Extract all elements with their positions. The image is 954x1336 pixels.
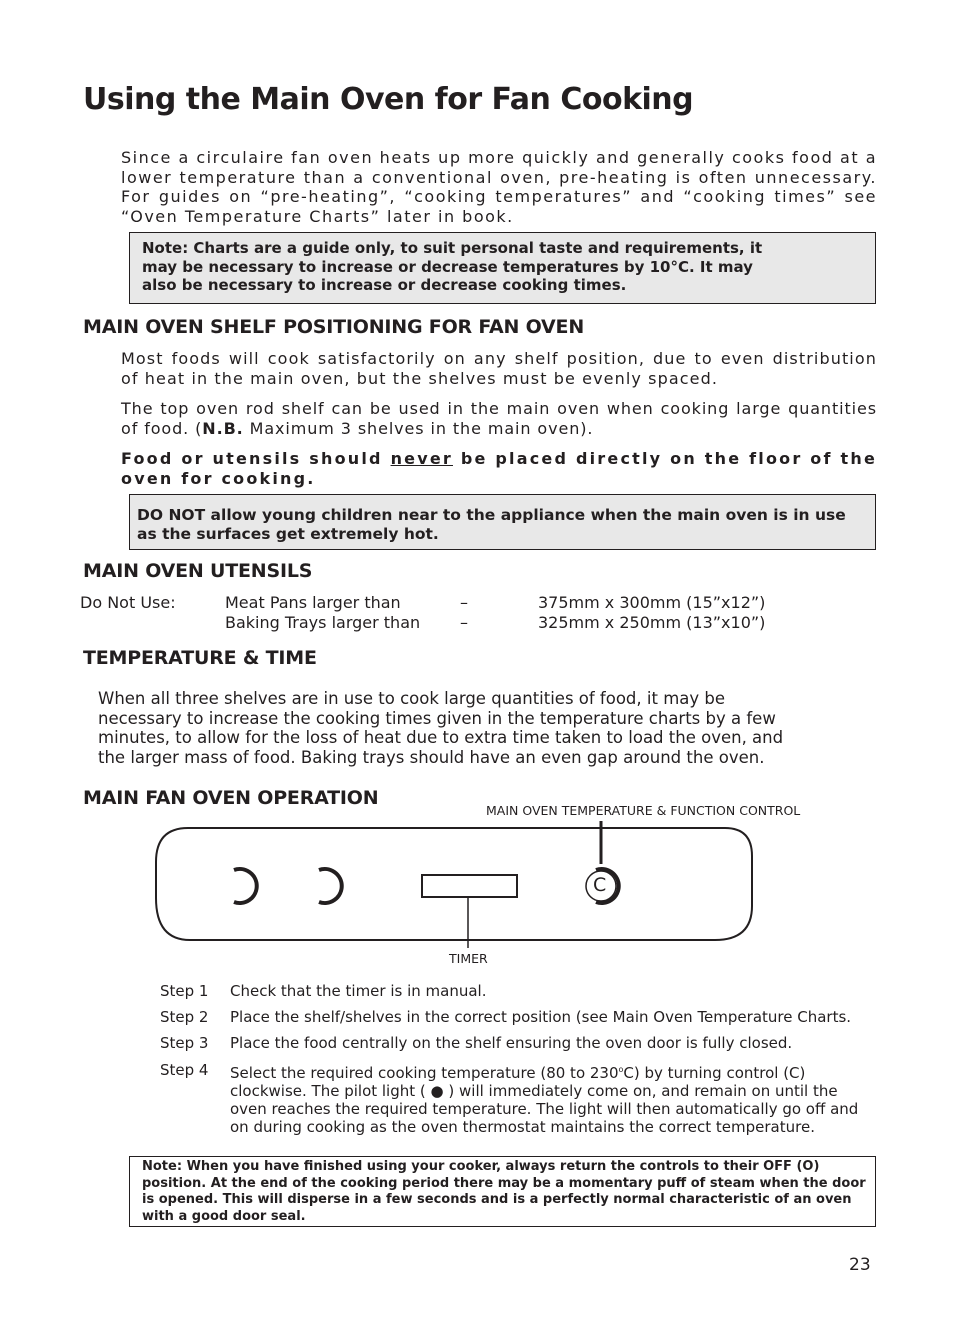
shelf-paragraph-2	[121, 399, 877, 438]
step-label: Step 4	[160, 1061, 209, 1079]
temperature-time-paragraph: When all three shelves are in use to cook large quantities of food, it may be necessary to increase the cooking times given in the temperature charts by a few minutes, to allow for the loss of heat due to extra time taken to load the oven, and the larger mass of food. Baking trays should have an even gap around the oven.	[98, 689, 784, 767]
step-label: Step 1	[160, 982, 209, 1000]
children-warning-box	[129, 494, 876, 550]
page-title: Using the Main Oven for Fan Cooking	[83, 82, 694, 117]
utensil-dash: –	[460, 593, 468, 612]
utensil-item: Meat Pans larger than	[225, 593, 401, 612]
timer-label: TIMER	[449, 951, 488, 966]
charts-note-text: Note: Charts are a guide only, to suit personal taste and requirements, it may be necessary to increase or decrease temperatures by 10°C. It may also be necessary to increase or decrease cooking times.	[142, 239, 763, 294]
step-4-text-middle: C) by turning control (C) clockwise. The pilot light (	[230, 1064, 806, 1100]
step-text: Place the shelf/shelves in the correct position (see Main Oven Temperature Charts.	[230, 1008, 852, 1026]
step-text	[230, 1061, 878, 1136]
step-text: Check that the timer is in manual.	[230, 982, 487, 1000]
finish-note-box	[129, 1156, 876, 1227]
utensil-size: 325mm x 250mm (13”x10”)	[538, 613, 766, 632]
step-text: Place the food centrally on the shelf ensuring the oven door is fully closed.	[230, 1034, 793, 1052]
step-4-text-start: Select the required cooking temperature (80 to 230	[230, 1064, 619, 1082]
utensil-item: Baking Trays larger than	[225, 613, 421, 632]
control-label: MAIN OVEN TEMPERATURE & FUNCTION CONTROL	[486, 803, 801, 818]
temperature-time-heading: TEMPERATURE & TIME	[83, 647, 317, 669]
floor-warning-start: Food or utensils should	[121, 449, 391, 468]
utensil-size: 375mm x 300mm (15”x12”)	[538, 593, 766, 612]
control-letter: C	[593, 874, 607, 896]
operation-heading: MAIN FAN OVEN OPERATION	[83, 787, 379, 809]
shelf-paragraph-2-start: The top oven rod shelf can be used in the main oven when cooking large quantities of food. (	[121, 399, 877, 438]
pilot-light-icon: ●	[430, 1082, 444, 1100]
utensil-dash: –	[460, 613, 468, 632]
nb-label: N.B.	[202, 418, 244, 438]
step-label: Step 3	[160, 1034, 209, 1052]
utensils-label: Do Not Use:	[80, 593, 176, 612]
finish-note-text: Note: When you have finished using your cooker, always return the controls to their OFF (O) position. At the end of the cooking period there may be a momentary puff of steam when the door is opened. This will disperse in a few seconds and is a perfectly normal characteristic of an oven with a good door seal.	[142, 1159, 866, 1224]
shelf-paragraph-2-end: Maximum 3 shelves in the main oven).	[243, 418, 594, 438]
children-warning-text: DO NOT allow young children near to the appliance when the main oven is in use as the surfaces get extremely hot.	[137, 506, 846, 543]
intro-paragraph: Since a circulaire fan oven heats up more quickly and generally cooks food at a lower temperature than a conventional oven, pre-heating is often unnecessary. For guides on “pre-heating”, “cooking temperatures” and “cooking times” see “Oven Temperature Charts” later in book.	[121, 148, 877, 226]
knob-icon	[310, 869, 344, 903]
page-number: 23	[849, 1255, 871, 1275]
knob-icon	[225, 869, 259, 903]
step-label: Step 2	[160, 1008, 209, 1026]
shelf-heading: MAIN OVEN SHELF POSITIONING FOR FAN OVEN	[83, 316, 585, 338]
timer-display	[422, 875, 517, 897]
floor-warning-end: be placed directly on the floor of the oven for cooking.	[121, 449, 878, 488]
degree-mark: o	[618, 1065, 624, 1074]
never-emphasis: never	[390, 449, 453, 468]
floor-warning	[121, 449, 877, 488]
control-panel-diagram	[150, 818, 760, 948]
charts-note-box	[129, 232, 876, 304]
step-4-text-end: ) will immediately come on, and remain on until the oven reaches the required temperature. The light will then automatically go off and on during cooking as the oven thermostat maintains the correct temperature.	[230, 1082, 859, 1136]
utensils-heading: MAIN OVEN UTENSILS	[83, 560, 313, 582]
shelf-paragraph-1: Most foods will cook satisfactorily on any shelf position, due to even distribution of heat in the main oven, but the shelves must be evenly spaced.	[121, 349, 877, 388]
